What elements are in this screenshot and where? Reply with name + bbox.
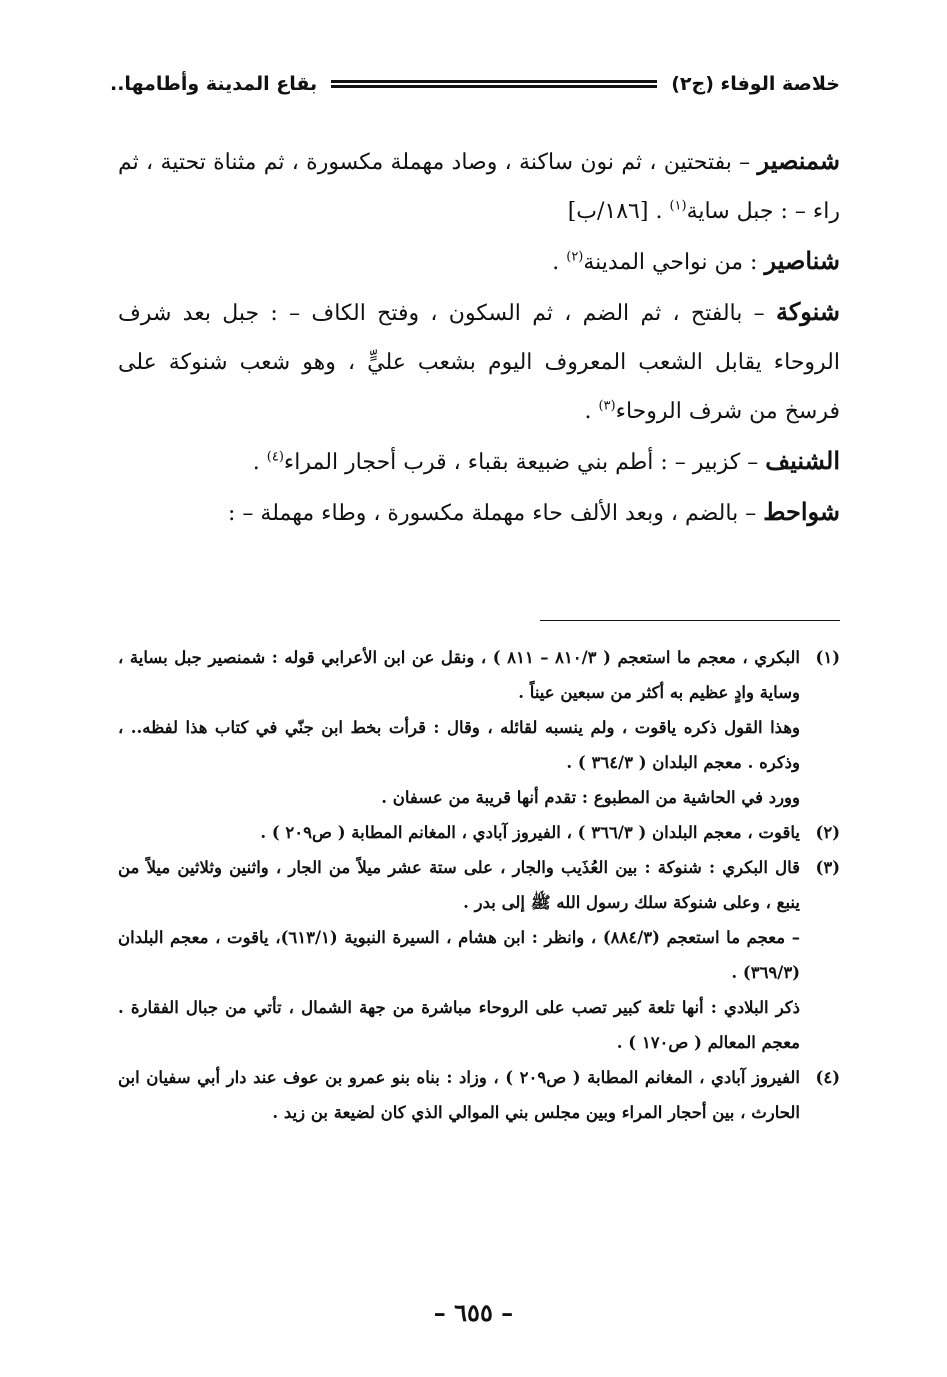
footnote-ref: (٢) bbox=[566, 249, 584, 265]
footnote-2 bbox=[118, 815, 840, 850]
entry-text-end: . bbox=[584, 399, 599, 424]
entry-term: شناصير bbox=[764, 246, 840, 275]
entry-ashshunayf bbox=[118, 436, 840, 487]
entry-term: الشنيف bbox=[765, 446, 840, 475]
footnote-paragraph: – معجم ما استعجم (٨٨٤/٣) ، وانظر : ابن هشام ، السيرة النبوية (٦١٣/١)، ياقوت ، معجم البلدان (٣٦٩/٣) . bbox=[118, 928, 800, 982]
entry-text: – بالفتح ، ثم الضم ، ثم السكون ، وفتح الكاف – : جبل بعد شرف الروحاء يقابل الشعب المعروف اليوم بشعب عليٍّ ، وهو شعب شنوكة على فرسخ من شرف الروحاء bbox=[118, 301, 840, 424]
main-text bbox=[118, 136, 840, 538]
footnote-3 bbox=[118, 850, 840, 1060]
entry-text: – بالضم ، وبعد الألف حاء مهملة مكسورة ، وطاء مهملة – : bbox=[228, 501, 764, 526]
entry-text: : من نواحي المدينة bbox=[583, 250, 765, 275]
entry-text-end: . bbox=[552, 250, 567, 275]
footnote-paragraph: البكري ، معجم ما استعجم ( ٨١٠/٣ – ٨١١ ) ، ونقل عن ابن الأعرابي قوله : شمنصير جبل بساية ، وساية وادٍ عظيم به أكثر من سبعين عيناً . bbox=[118, 648, 800, 702]
entry-shanuka bbox=[118, 287, 840, 436]
entry-term: شمنصير bbox=[757, 146, 840, 175]
entry-shanasir bbox=[118, 236, 840, 287]
footnote-paragraph: وورد في الحاشية من المطبوع : تقدم أنها قريبة من عسفان . bbox=[381, 788, 800, 807]
header-double-rule bbox=[331, 80, 657, 88]
footnote-number: (١) bbox=[815, 648, 840, 667]
footnote-4 bbox=[118, 1060, 840, 1130]
footnote-number: (٣) bbox=[815, 858, 840, 877]
entry-text: – بفتحتين ، ثم نون ساكنة ، وصاد مهملة مكسورة ، ثم مثناة تحتية ، ثم راء – : جبل ساية bbox=[118, 150, 840, 224]
footnote-ref: (١) bbox=[669, 198, 687, 214]
entry-shawahit bbox=[118, 487, 840, 538]
entry-term: شنوكة bbox=[775, 297, 840, 326]
entry-shamansir bbox=[118, 136, 840, 236]
footnote-number: (٢) bbox=[815, 823, 840, 842]
footnote-1 bbox=[118, 640, 840, 815]
footnotes bbox=[118, 640, 840, 1130]
footnote-number: (٤) bbox=[815, 1068, 840, 1087]
page-number: – ٦٥٥ – bbox=[433, 1298, 514, 1327]
footnote-paragraph: ذكر البلادي : أنها تلعة كبير تصب على الروحاء مباشرة من جهة الشمال ، تأتي من جبال الفقارة . معجم المعالم ( ص١٧٠ ) . bbox=[118, 998, 800, 1052]
footnote-separator bbox=[540, 620, 840, 621]
running-header bbox=[110, 64, 840, 104]
header-book-title: خلاصة الوفاء (ج٢) bbox=[671, 73, 840, 95]
footnote-paragraph: وهذا القول ذكره ياقوت ، ولم ينسبه لقائله ، وقال : قرأت بخط ابن جنّي في كتاب هذا لفظه.. ، وذكره . معجم البلدان ( ٣٦٤/٣ ) . bbox=[118, 718, 800, 772]
entry-term: شواحط bbox=[763, 497, 840, 526]
entry-text: – كزبير – : أطم بني ضبيعة بقباء ، قرب أحجار المراء bbox=[283, 450, 766, 475]
footnote-ref: (٣) bbox=[598, 398, 616, 414]
entry-text-end: . [١٨٦/ب] bbox=[567, 199, 670, 224]
footnote-paragraph: ياقوت ، معجم البلدان ( ٣٦٦/٣ ) ، الفيروز آبادي ، المغانم المطابة ( ص٢٠٩ ) . bbox=[260, 823, 800, 842]
header-section-title: بقاع المدينة وأطامها.. bbox=[110, 73, 318, 95]
footnote-ref: (٤) bbox=[266, 449, 284, 465]
footnote-paragraph: قال البكري : شنوكة : بين العُذَيب والجار ، على ستة عشر ميلاً من الجار ، واثنين وثلاثين ميلاً من ينبع ، وعلى شنوكة سلك رسول الله ﷺ إلى بدر . bbox=[118, 858, 800, 912]
entry-text-end: . bbox=[252, 450, 267, 475]
footnote-paragraph: الفيروز آبادي ، المغانم المطابة ( ص٢٠٩ ) ، وزاد : بناه بنو عمرو بن عوف عند دار أبي سفيان ابن الحارث ، بين أحجار المراء وبين مجلس بني الموالي الذي كان لضيعة بن زيد . bbox=[118, 1068, 800, 1122]
